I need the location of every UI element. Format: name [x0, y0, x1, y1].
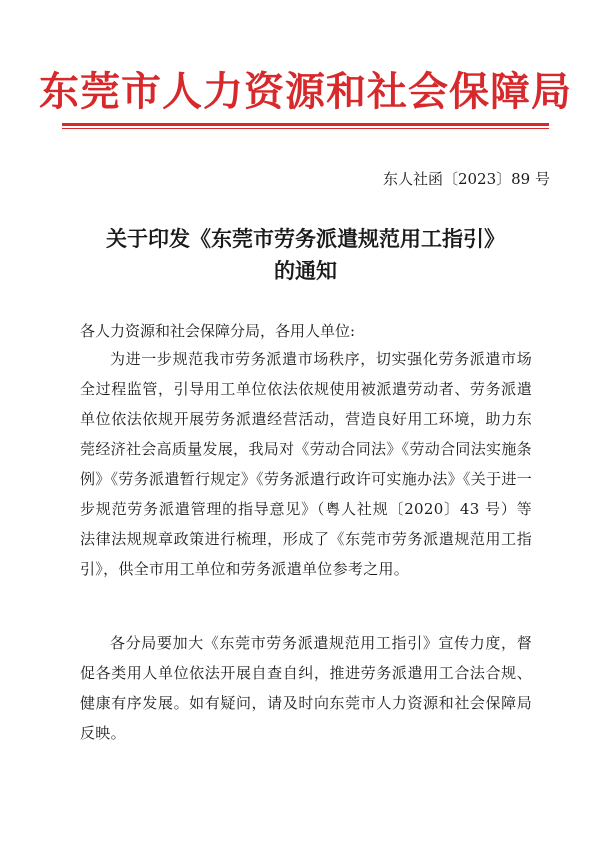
- body-paragraph-2: 各分局要加大《东莞市劳务派遣规范用工指引》宣传力度，督促各类用人单位依法开展自查自纠，推进劳务派遣用工合法合规、健康有序发展。如有疑问，请及时向东莞市人力资源和社会保障局反映。: [80, 634, 532, 742]
- document-title-line-2: 的通知: [274, 258, 337, 283]
- document-title-line-1: 关于印发《东莞市劳务派遣规范用工指引》: [106, 226, 505, 251]
- body-paragraph-1: 为进一步规范我市劳务派遣市场秩序，切实强化劳务派遣市场全过程监管，引导用工单位依法依规使用被派遣劳动者、劳务派遣单位依法依规开展劳务派遣经营活动，营造良好用工环境，助力东莞经济社会高质量发展，我局对《劳动合同法》《劳动合同法实施条例》《劳务派遣暂行规定》《劳务派遣行政许可实施办法》《关于进一步规范劳务派遣管理的指导意见》（粤人社规〔2020〕43 号）等法律法规规章政策进行梳理，形成了《东莞市劳务派遣规范用工指引》，供全市用工单位和劳务派遣单位参考之用。: [80, 350, 532, 578]
- salutation: 各人力资源和社会保障分局，各用人单位:: [80, 322, 356, 340]
- agency-masthead: 东莞市人力资源和社会保障局: [39, 68, 572, 115]
- masthead-red-rule-thin: [62, 128, 549, 129]
- document-number: 东人社函〔2023〕89 号: [382, 170, 550, 188]
- masthead-red-rule-thick: [62, 123, 549, 126]
